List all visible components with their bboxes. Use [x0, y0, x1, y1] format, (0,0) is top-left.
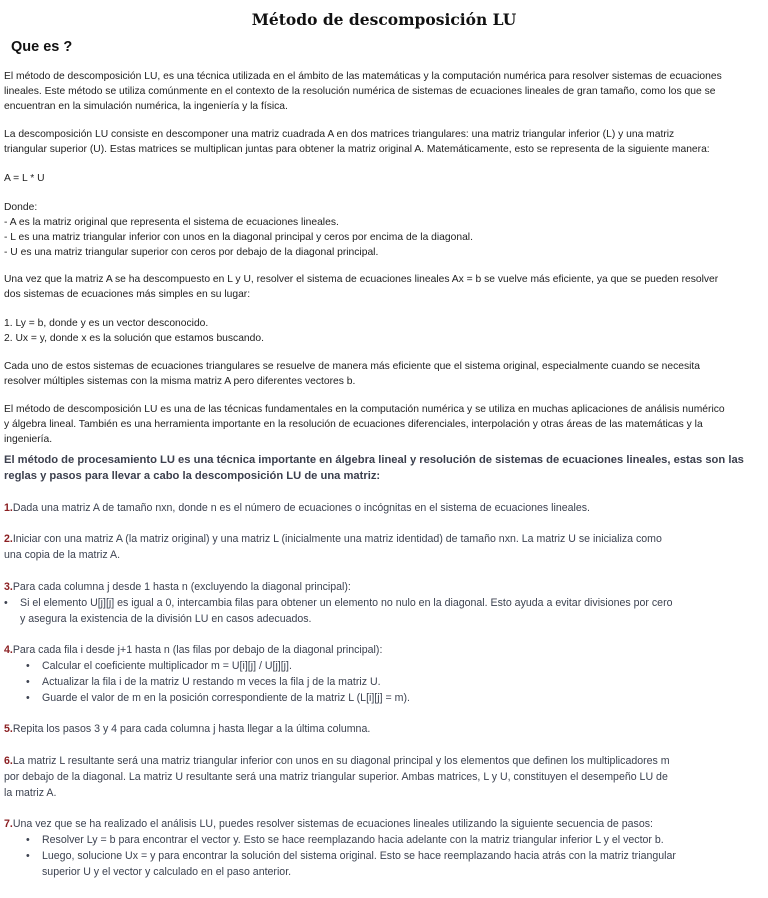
- step-7-bullet-list: [26, 832, 762, 880]
- formula-text: A = L * U: [4, 173, 45, 184]
- formula: [4, 171, 764, 186]
- document-title: Método de descomposición LU: [251, 10, 517, 29]
- bullet-text: Calcular el coeficiente multiplicador m = U[i][j] / U[j][j].: [42, 660, 292, 672]
- paragraph-line: encuentran en la simulación numérica, la ingeniería y la física.: [4, 101, 288, 112]
- definitions-header: Donde:: [4, 202, 38, 213]
- step-number: 3.: [4, 581, 13, 593]
- bullet-icon: •: [26, 660, 30, 672]
- intro-paragraph-1: [4, 69, 764, 114]
- step-number: 1.: [4, 502, 13, 514]
- paragraph-line: resolver múltiples sistemas con la misma matriz A pero diferentes vectores b.: [4, 376, 356, 387]
- step-1: [4, 500, 764, 516]
- paragraph-line: Cada uno de estos sistemas de ecuaciones triangulares se resuelve de manera más eficiente que el sistema original, especialmente cuando se necesita: [4, 361, 701, 372]
- step-number: 7.: [4, 818, 13, 830]
- step-4-bullet-list: [26, 658, 762, 706]
- step-number: 2.: [4, 533, 13, 545]
- paragraph-line: y álgebra lineal. También es una herramienta importante en la resolución de ecuaciones diferenciales, interpolación y otras áreas de las matemáticas y la: [4, 419, 703, 430]
- section-heading: Que es ?: [11, 39, 73, 55]
- bullet-text: y asegura la existencia de la división LU en casos adecuados.: [20, 613, 312, 625]
- definitions-list: [4, 200, 764, 260]
- systems-list: [4, 316, 764, 346]
- paragraph-line: El método de descomposición LU, es una técnica utilizada en el ámbito de las matemáticas y la computación numérica para resolver sistemas de ecuaciones: [4, 71, 722, 82]
- step-3-bullet: [4, 595, 764, 627]
- paragraph-line: El método de descomposición LU es una de las técnicas fundamentales en la computación numérica y se utiliza en muchas aplicaciones de análisis numérico: [4, 404, 725, 415]
- step-text: Una vez que se ha realizado el análisis LU, puedes resolver sistemas de ecuaciones lineales utilizando la siguiente secuencia de pasos:: [12, 818, 653, 830]
- list-item: [26, 658, 762, 674]
- paragraph-line: reglas y pasos para llevar a cabo la descomposición LU de una matriz:: [4, 470, 381, 482]
- step-text: la matriz A.: [4, 787, 57, 799]
- step-text: una copia de la matriz A.: [4, 549, 121, 561]
- definition-item: - L es una matriz triangular inferior con unos en la diagonal principal y ceros por encima de la diagonal.: [4, 232, 473, 243]
- paragraph-line: La descomposición LU consiste en descomponer una matriz cuadrada A en dos matrices triangulares: una matriz triangular inferior (L) y una matriz: [4, 129, 675, 140]
- step-text: Para cada columna j desde 1 hasta n (excluyendo la diagonal principal):: [12, 581, 351, 593]
- definition-item: - U es una matriz triangular superior con ceros por debajo de la diagonal principal.: [4, 247, 379, 258]
- paragraph-line: El método de procesamiento LU es una técnica importante en álgebra lineal y resolución de sistemas de ecuaciones lineales, estas son las: [4, 454, 744, 466]
- step-text: Iniciar con una matriz A (la matriz original) y una matriz L (inicialmente una matriz identidad) de tamaño nxn. La matriz U se inicializa como: [12, 533, 662, 545]
- step-7: [4, 816, 764, 832]
- bullet-icon: •: [26, 850, 30, 862]
- list-item: [26, 690, 762, 706]
- list-item: [26, 674, 762, 690]
- step-text: Para cada fila i desde j+1 hasta n (las filas por debajo de la diagonal principal):: [12, 644, 383, 656]
- list-item: [26, 832, 762, 848]
- bullet-text: Resolver Ly = b para encontrar el vector y. Esto se hace reemplazando hacia adelante con la matriz triangular inferior L y el vector b.: [42, 834, 664, 846]
- step-number: 6.: [4, 755, 13, 767]
- step-4: [4, 642, 764, 658]
- bullet-icon: •: [4, 597, 8, 609]
- list-item: [26, 848, 762, 880]
- step-text: por debajo de la diagonal. La matriz U resultante será una matriz triangular superior. Ambas matrices, L y U, constituyen el desempeño LU de: [4, 771, 668, 783]
- step-text: Repita los pasos 3 y 4 para cada columna j hasta llegar a la última columna.: [12, 723, 371, 735]
- paragraph-line: lineales. Este método se utiliza comúnmente en el contexto de la resolución numérica de sistemas de ecuaciones lineales de gran tamaño, como los que se: [4, 86, 716, 97]
- bullet-text: superior U y el vector y calculado en el paso anterior.: [42, 866, 292, 878]
- intro-paragraph-2: [4, 127, 764, 157]
- step-2: [4, 531, 764, 563]
- step-3: [4, 579, 764, 595]
- bullet-text: Si el elemento U[j][j] es igual a 0, intercambia filas para obtener un elemento no nulo en la diagonal. Esto ayuda a evitar divisiones por cero: [20, 597, 673, 609]
- bullet-text: Actualizar la fila i de la matriz U restando m veces la fila j de la matriz U.: [42, 676, 381, 688]
- paragraph-line: triangular superior (U). Estas matrices se multiplican juntas para obtener la matriz original A. Matemáticamente, esto se representa de la siguiente manera:: [4, 144, 710, 155]
- intro-paragraph-4: [4, 359, 764, 389]
- step-text: La matriz L resultante será una matriz triangular inferior con unos en su diagonal principal y los elementos que definen los multiplicadores m: [12, 755, 670, 767]
- bullet-icon: •: [26, 692, 30, 704]
- bullet-icon: •: [26, 834, 30, 846]
- step-5: [4, 721, 764, 737]
- step-6: [4, 753, 764, 801]
- intro-paragraph-5: [4, 402, 764, 447]
- bullet-text: Luego, solucione Ux = y para encontrar la solución del sistema original. Esto se hace reemplazando hacia atrás con la matriz triangular: [42, 850, 676, 862]
- step-text: Dada una matriz A de tamaño nxn, donde n es el número de ecuaciones o incógnitas en el sistema de ecuaciones lineales.: [12, 502, 590, 514]
- system-item: 2. Ux = y, donde x es la solución que estamos buscando.: [4, 333, 264, 344]
- step-number: 5.: [4, 723, 13, 735]
- system-item: 1. Ly = b, donde y es un vector desconocido.: [4, 318, 209, 329]
- paragraph-line: Una vez que la matriz A se ha descompuesto en L y U, resolver el sistema de ecuaciones lineales Ax = b se vuelve más eficiente, ya que se pueden resolver: [4, 274, 719, 285]
- paragraph-line: ingeniería.: [4, 434, 53, 445]
- intro-paragraph-3: [4, 272, 764, 302]
- bullet-icon: •: [26, 676, 30, 688]
- procedure-intro: [4, 452, 764, 484]
- step-number: 4.: [4, 644, 13, 656]
- definition-item: - A es la matriz original que representa el sistema de ecuaciones lineales.: [4, 217, 339, 228]
- bullet-text: Guarde el valor de m en la posición correspondiente de la matriz L (L[i][j] = m).: [42, 692, 410, 704]
- paragraph-line: dos sistemas de ecuaciones más simples en su lugar:: [4, 289, 251, 300]
